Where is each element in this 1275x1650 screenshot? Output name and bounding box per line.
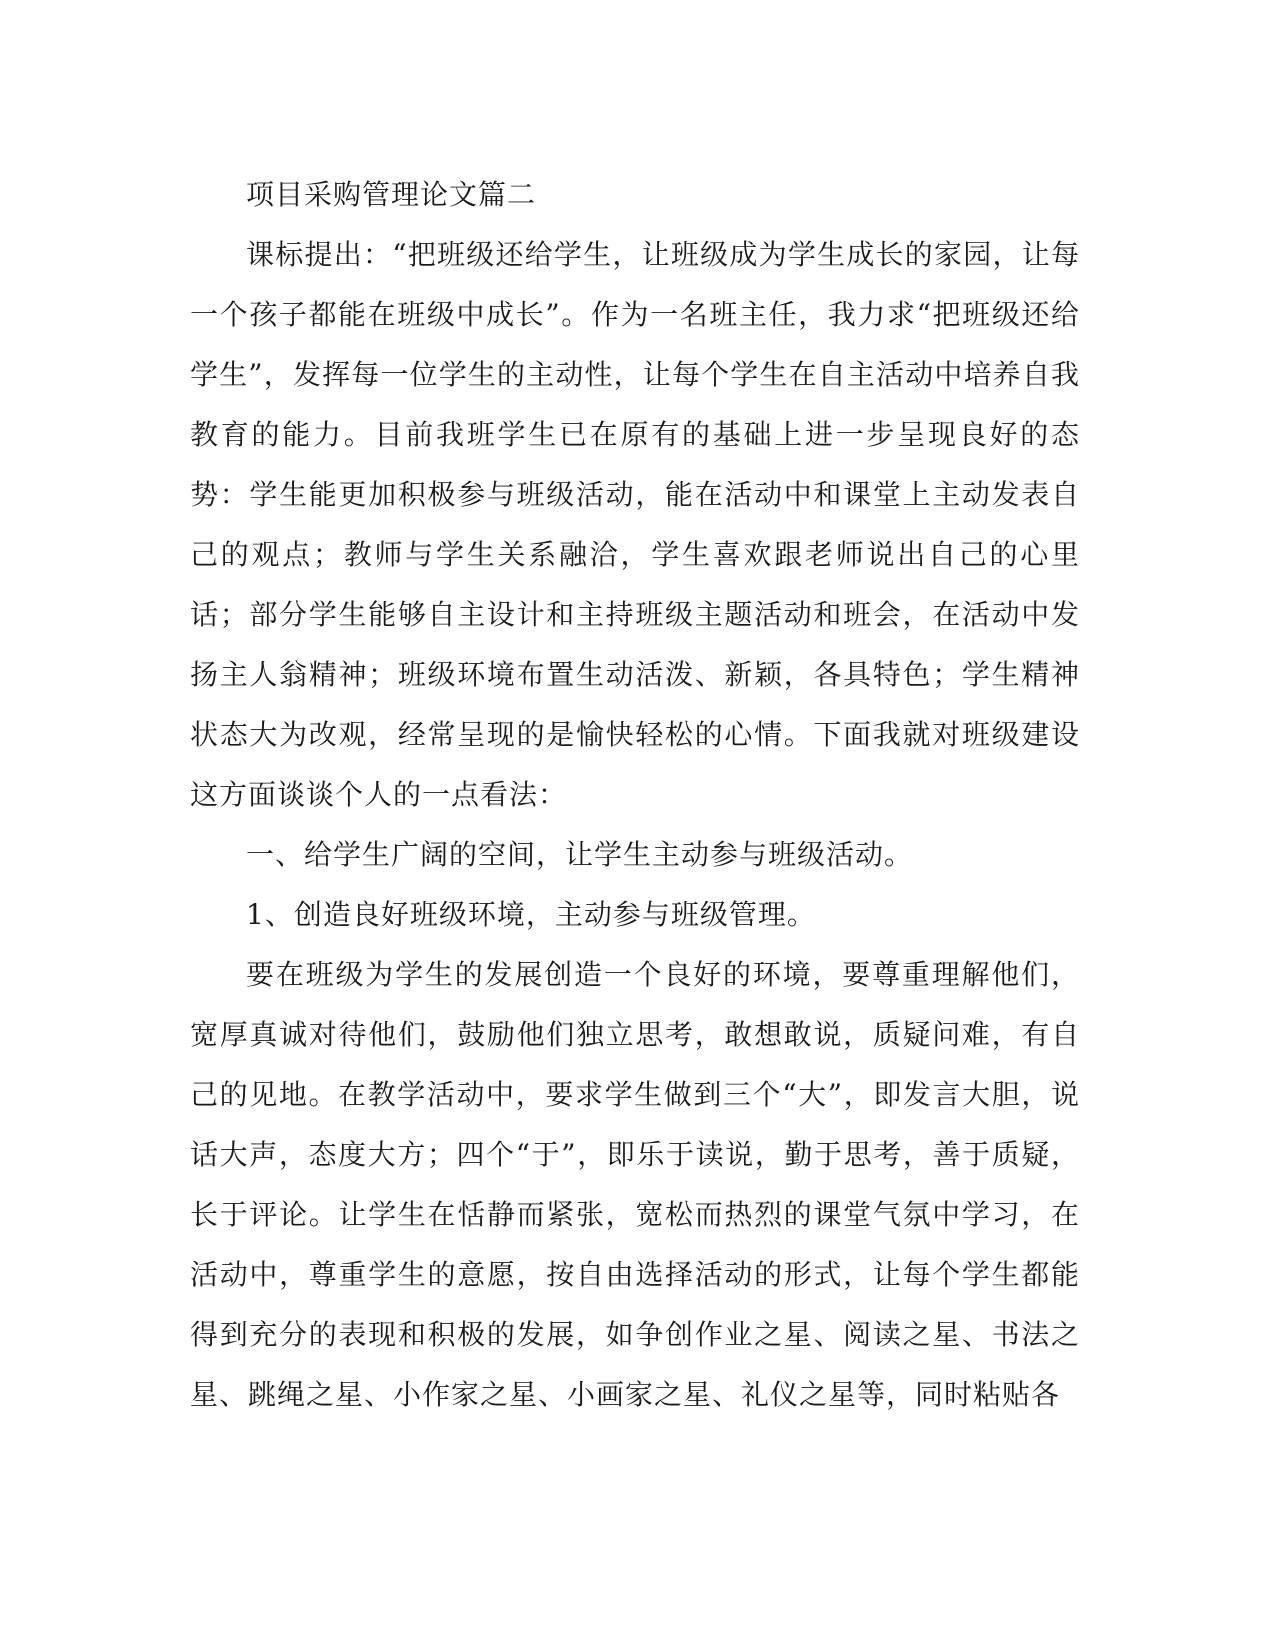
subsection-heading-one: 1、创造良好班级环境，主动参与班级管理。 <box>246 898 816 931</box>
intro-paragraph: 课标提出：“把班级还给学生，让班级成为学生成长的家园，让每一个孩子都能在班级中成长”。作为一名班主任，我力求“把班级还给学生”，发挥每一位学生的主动性，让每个学生在自主活动中培养自我教育的能力。目前我班学生已在原有的基础上进一步呈现良好的态势：学生能更加积极参与班级活动，能在活动中和课堂上主动发表自己的观点；教师与学生关系融洽，学生喜欢跟老师说出自己的心里话；部分学生能够自主设计和主持班级主题活动和班会，在活动中发扬主人翁精神；班级环境布置生动活泼、新颖，各具特色；学生精神状态大为改观，经常呈现的是愉快轻松的心情。下面我就对班级建设这方面谈谈个人的一点看法： <box>190 238 1080 811</box>
body-paragraph: 要在班级为学生的发展创造一个良好的环境，要尊重理解他们，宽厚真诚对待他们，鼓励他们独立思考，敢想敢说，质疑问难，有自己的见地。在教学活动中，要求学生做到三个“大”，即发言大胆，说话大声，态度大方；四个“于”，即乐于读说，勤于思考，善于质疑，长于评论。让学生在恬静而紧张，宽松而热烈的课堂气氛中学习，在活动中，尊重学生的意愿，按自由选择活动的形式，让每个学生都能得到充分的表现和积极的发展，如争创作业之星、阅读之星、书法之星、跳绳之星、小作家之星、小画家之星、礼仪之星等，同时粘贴各 <box>190 958 1080 1411</box>
document-body <box>190 165 1080 1425</box>
document-title: 项目采购管理论文篇二 <box>246 178 537 211</box>
section-heading-one: 一、给学生广阔的空间，让学生主动参与班级活动。 <box>246 838 914 871</box>
